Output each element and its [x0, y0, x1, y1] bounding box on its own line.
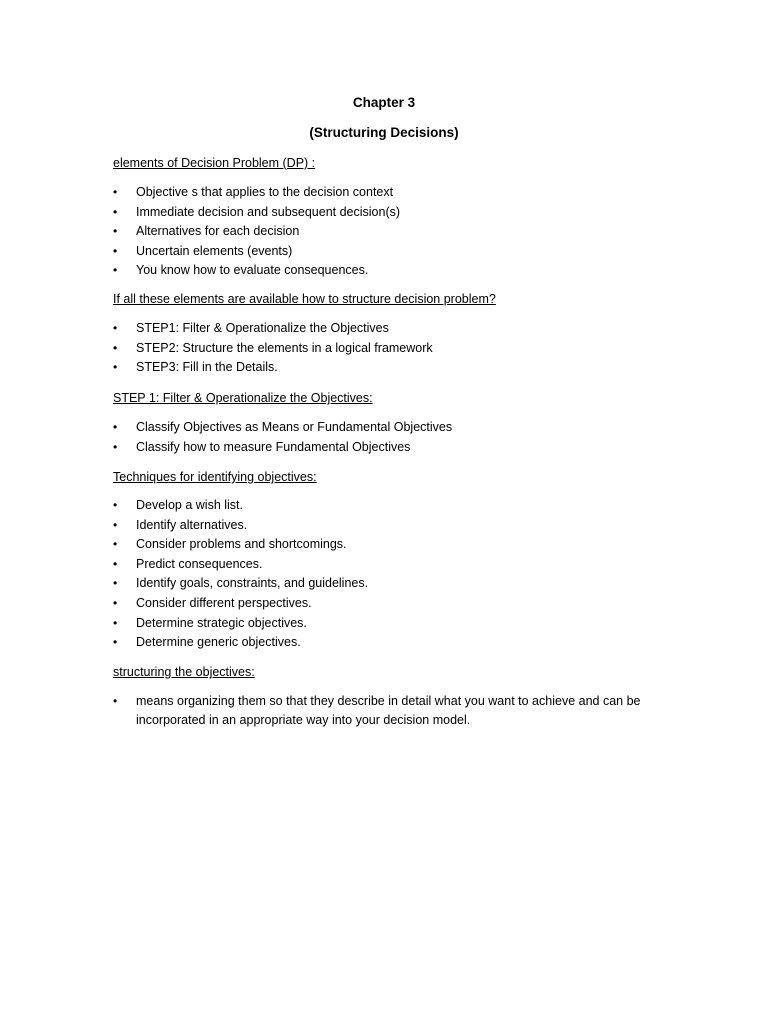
- bullet-icon: •: [113, 498, 118, 512]
- bullet-icon: •: [113, 185, 118, 199]
- section-heading-structuring: structuring the objectives:: [113, 665, 255, 679]
- list-item: • Consider problems and shortcomings.: [113, 535, 658, 555]
- bullet-icon: •: [113, 243, 118, 258]
- section-heading-step1: STEP 1: Filter & Operationalize the Objectives:: [113, 391, 373, 405]
- bullet-icon: •: [113, 615, 118, 630]
- list-item: • Alternatives for each decision: [113, 222, 658, 242]
- list-dp-elements: [113, 183, 658, 281]
- list-item: • Determine strategic objectives.: [113, 614, 658, 634]
- chapter-subtitle: (Structuring Decisions): [309, 125, 459, 140]
- list-item: • You know how to evaluate consequences.: [113, 261, 658, 281]
- bullet-icon: •: [113, 321, 118, 335]
- list-item: • Consider different perspectives.: [113, 594, 658, 614]
- section-heading-techniques: Techniques for identifying objectives:: [113, 470, 317, 484]
- chapter-title: Chapter 3: [352, 95, 416, 110]
- list-steps: [113, 319, 658, 378]
- list-item: • Objective s that applies to the decision context: [113, 183, 658, 203]
- bullet-icon: •: [113, 537, 118, 552]
- list-item: • Develop a wish list.: [113, 496, 658, 516]
- bullet-icon: •: [113, 595, 118, 610]
- bullet-icon: •: [113, 439, 118, 454]
- list-item: • STEP1: Filter & Operationalize the Objectives: [113, 319, 658, 339]
- list-item: • Identify alternatives.: [113, 516, 658, 536]
- list-item: • means organizing them so that they describe in detail what you want to achieve and can be incorporated in an appropriate way into your decision model.: [113, 694, 641, 728]
- bullet-icon: •: [113, 420, 118, 434]
- bullet-icon: •: [113, 694, 118, 708]
- bullet-icon: •: [113, 224, 118, 239]
- bullet-icon: •: [113, 340, 118, 355]
- bullet-icon: •: [113, 204, 118, 219]
- list-item: • STEP3: Fill in the Details.: [113, 358, 658, 378]
- bullet-icon: •: [113, 635, 118, 650]
- section-heading-structure-question: If all these elements are available how to structure decision problem?: [113, 292, 496, 306]
- list-item: • Determine generic objectives.: [113, 633, 658, 653]
- list-item: • Classify Objectives as Means or Fundamental Objectives: [113, 418, 658, 438]
- bullet-icon: •: [113, 263, 118, 278]
- list-step1: [113, 418, 658, 457]
- list-item: • Identify goals, constraints, and guidelines.: [113, 574, 658, 594]
- bullet-icon: •: [113, 556, 118, 571]
- list-item: • Classify how to measure Fundamental Objectives: [113, 438, 658, 458]
- list-techniques: [113, 496, 658, 653]
- bullet-icon: •: [113, 576, 118, 591]
- bullet-icon: •: [113, 360, 118, 375]
- list-item: • Immediate decision and subsequent decision(s): [113, 203, 658, 223]
- list-structuring: [113, 692, 658, 731]
- bullet-icon: •: [113, 517, 118, 532]
- list-item: • Predict consequences.: [113, 555, 658, 575]
- list-item: • Uncertain elements (events): [113, 242, 658, 262]
- list-item: • STEP2: Structure the elements in a logical framework: [113, 339, 658, 359]
- section-heading-dp-elements: elements of Decision Problem (DP) :: [113, 156, 316, 170]
